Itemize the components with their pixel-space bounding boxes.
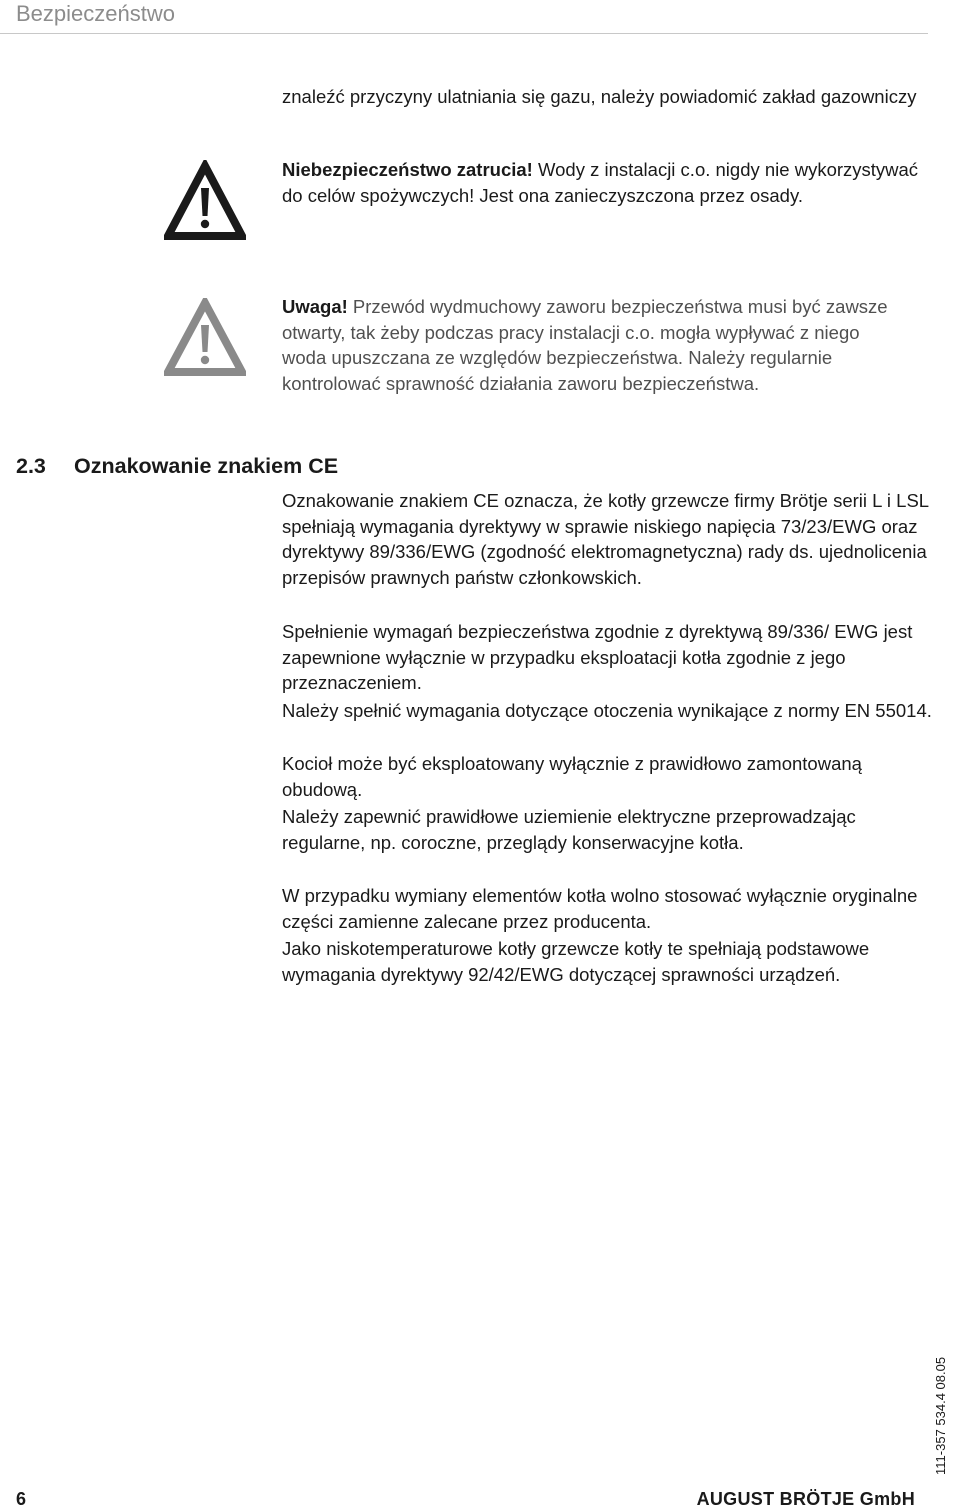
caution-note-lead: Uwaga! [282,296,348,317]
poison-warning-body: Wody z instalacji c.o. nigdy nie wykorzystywać do celów spożywczych! Jest ona zanieczyszczona przez osady. [282,159,919,206]
gas-continuation-text: znaleźć przyczyny ulatniania się gazu, należy powiadomić zakład gazowniczy [282,86,917,107]
section-heading [16,452,338,480]
poison-warning-text [282,157,932,208]
caution-note-body: Przewód wydmuchowy zaworu bezpieczeństwa musi być zawsze otwarty, tak żeby podczas pracy instalacji c.o. mogła wypływać z niego woda upuszczana ze względów bezpieczeństwa. Należy regularnie kontrolować sprawność działania zaworu bezpieczeństwa. [282,296,888,394]
ce-paragraph-5: Należy zapewnić prawidłowe uziemienie elektryczne przeprowadzając regularne, np. coroczne, przeglądy konserwacyjne kotła. [282,806,856,853]
document-code: 111-357 534.4 08.05 [933,1356,948,1475]
ce-paragraph-4: Kocioł może być eksploatowany wyłącznie z prawidłowo zamontowaną obudową. [282,753,862,800]
section-number: 2.3 [16,454,46,478]
ce-paragraph-3: Należy spełnić wymagania dotyczące otoczenia wynikające z normy EN 55014. [282,700,932,721]
warning-triangle-icon [164,160,246,242]
ce-paragraph-1: Oznakowanie znakiem CE oznacza, że kotły grzewcze firmy Brötje serii L i LSL spełniają wymagania dyrektywy w sprawie niskiego napięcia 73/23/EWG oraz dyrektywy 89/336/EWG (zgodność elektromagnetyczna) rady ds. ujednolicenia przepisów prawnych państw członkowskich. [282,490,929,588]
ce-paragraph-2: Spełnienie wymagań bezpieczeństwa zgodnie z dyrektywą 89/336/ EWG jest zapewnione wyłącznie w przypadku eksploatacji kotła zgodnie z jego przeznaczeniem. [282,621,913,693]
poison-warning-lead: Niebezpieczeństwo zatrucia! [282,159,533,180]
header-divider [0,33,928,34]
footer-page-number: 6 [16,1489,27,1509]
footer-company-name: AUGUST BRÖTJE GmbH [696,1489,915,1509]
ce-paragraph-6: W przypadku wymiany elementów kotła wolno stosować wyłącznie oryginalne części zamienne zalecane przez producenta. [282,885,918,932]
ce-paragraph-7: Jako niskotemperaturowe kotły grzewcze kotły te spełniają podstawowe wymagania dyrektywy 92/42/EWG dotyczącej sprawności urządzeń. [282,938,870,985]
section-title: Oznakowanie znakiem CE [74,454,339,478]
caution-note-text [282,294,902,396]
caution-triangle-icon [164,298,246,378]
page-header-title: Bezpieczeństwo [16,1,175,26]
